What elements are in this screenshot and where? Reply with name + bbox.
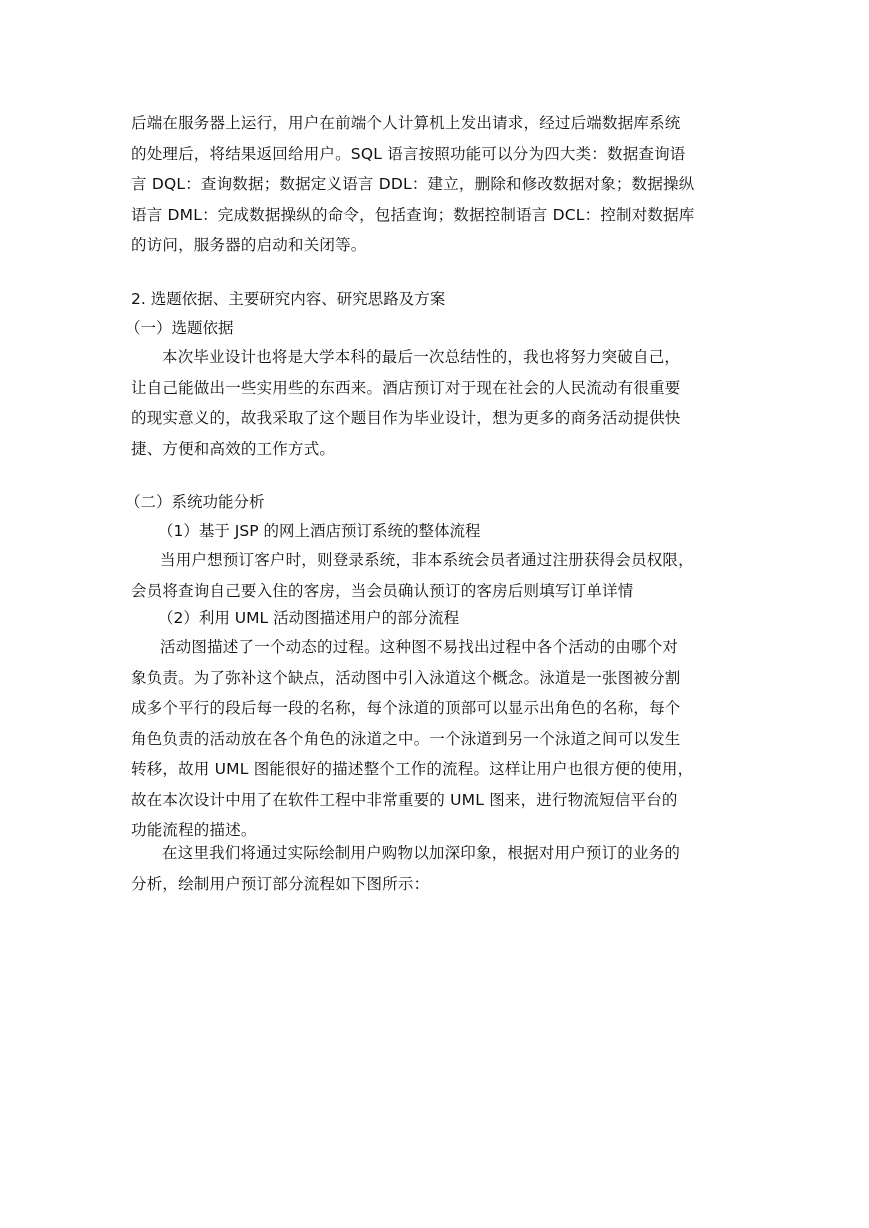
paragraph-line: 让自己能做出一些实用些的东西来。酒店预订对于现在社会的人民流动有很重要 bbox=[131, 378, 681, 397]
basis-paragraph bbox=[131, 342, 741, 464]
paragraph-line: 的处理后，将结果返回给用户。SQL 语言按照功能可以分为四大类：数据查询语 bbox=[131, 144, 686, 163]
paragraph-line: 分析，绘制用户预订部分流程如下图所示： bbox=[131, 874, 430, 893]
section-heading: 2. 选题依据、主要研究内容、研究思路及方案 bbox=[131, 290, 446, 308]
paragraph-line: 功能流程的描述。 bbox=[131, 821, 257, 839]
paragraph-line: 语言 DML：完成数据操纵的命令，包括查询；数据控制语言 DCL：控制对数据库 bbox=[131, 205, 695, 224]
paragraph-line: 的现实意义的，故我采取了这个题目作为毕业设计，想为更多的商务活动提供快 bbox=[131, 409, 681, 427]
item-heading-uml-flow: （2）利用 UML 活动图描述用户的部分流程 bbox=[158, 609, 460, 627]
paragraph-line: 象负责。为了弥补这个缺点，活动图中引入泳道这个概念。泳道是一张图被分割 bbox=[131, 668, 681, 687]
paragraph-line: 言 DQL：查询数据；数据定义语言 DDL：建立，删除和修改数据对象；数据操纵 bbox=[131, 175, 695, 193]
paragraph-line: 后端在服务器上运行，用户在前端个人计算机上发出请求，经过后端数据库系统 bbox=[131, 114, 681, 132]
paragraph-line: 活动图描述了一个动态的过程。这种图不易找出过程中各个活动的由哪个对 bbox=[160, 638, 679, 656]
paragraph-line: 捷、方便和高效的工作方式。 bbox=[131, 439, 336, 458]
paragraph-line: 当用户想预订客户时，则登录系统，非本系统会员者通过注册获得会员权限， bbox=[160, 551, 694, 569]
paragraph-line: 角色负责的活动放在各个角色的泳道之中。一个泳道到另一个泳道之间可以发生 bbox=[131, 729, 681, 748]
paragraph-line: 会员将查询自己要入住的客房，当会员确认预订的客房后则填写订单详情 bbox=[131, 581, 634, 600]
paragraph-line: 成多个平行的段后每一段的名称，每个泳道的顶部可以显示出角色的名称，每个 bbox=[131, 699, 681, 717]
paragraph-line: 的访问，服务器的启动和关闭等。 bbox=[131, 236, 367, 254]
paragraph-line: 故在本次设计中用了在软件工程中非常重要的 UML 图来，进行物流短信平台的 bbox=[131, 790, 678, 809]
overall-flow-paragraph bbox=[131, 545, 741, 606]
subsection-heading-basis: （一）选题依据 bbox=[125, 319, 234, 337]
paragraph-line: 本次毕业设计也将是大学本科的最后一次总结性的，我也将努力突破自己， bbox=[162, 348, 681, 366]
intro-paragraph bbox=[131, 108, 741, 261]
uml-flow-paragraph bbox=[131, 632, 741, 846]
paragraph-line: 转移，故用 UML 图能很好的描述整个工作的流程。这样让用户也很方便的使用， bbox=[131, 760, 694, 778]
paragraph-line: 在这里我们将通过实际绘制用户购物以加深印象，根据对用户预订的业务的 bbox=[162, 844, 681, 862]
item-heading-overall-flow: （1）基于 JSP 的网上酒店预订系统的整体流程 bbox=[158, 522, 481, 540]
closing-paragraph bbox=[131, 838, 741, 899]
subsection-heading-analysis: （二）系统功能分析 bbox=[125, 493, 265, 511]
